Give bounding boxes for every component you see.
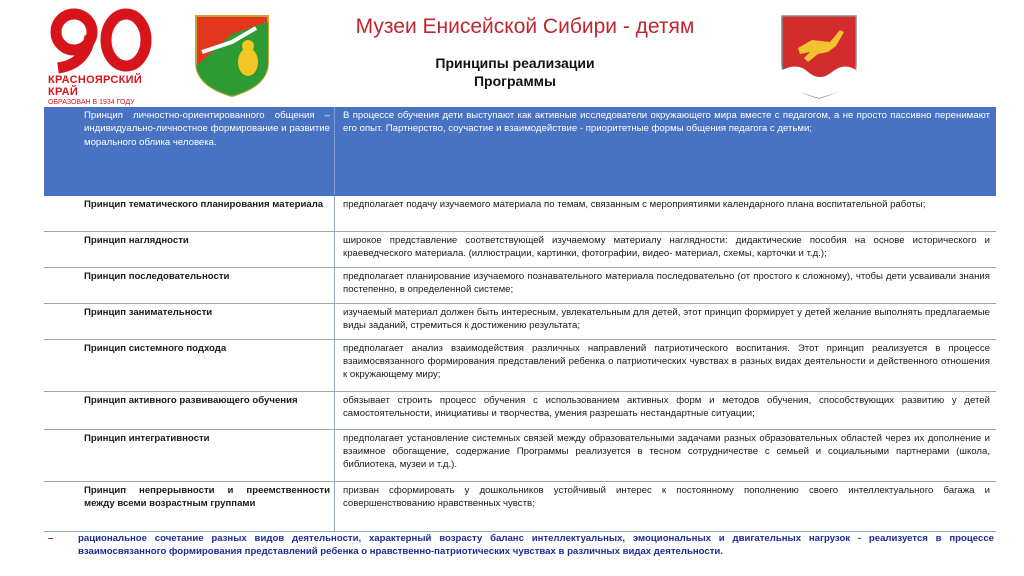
principle-description: предполагает анализ взаимодействия различных направлений патриотического воспитания. Этот принцип реализуется в процессе взаимосвязанного формирования представлений ребенка о патриотических чувствах в разных видах деятельности и действенного отношения к окружающему миру; <box>335 339 997 391</box>
coat-of-arms-right-icon <box>778 12 860 100</box>
principles-table <box>44 107 996 532</box>
number-90-logo-icon <box>46 8 156 74</box>
principle-description: предполагает планирование изучаемого познавательного материала последовательно (от простого к сложному), чтобы дети усваивали знания постепенно, в определенной системе; <box>335 267 997 303</box>
table-row <box>44 195 996 231</box>
table-row <box>44 339 996 391</box>
principle-name: Принцип наглядности <box>44 231 335 267</box>
principle-name: Принцип активного развивающего обучения <box>44 391 335 429</box>
logo-line-krai: КРАЙ <box>48 86 79 98</box>
principle-name: Принцип интегративности <box>44 429 335 481</box>
table-row <box>44 231 996 267</box>
principle-description: широкое представление соответствующей изучаемому материалу наглядности: дидактические пособия на основе исторического и краеведческого материала. (иллюстрации, картинки, фотографии, видео- материал, схемы, карточки и т.д.); <box>335 231 997 267</box>
principle-description: предполагает установление системных связей между образовательными задачами разных образовательных областей через их дополнение и взаимное обогащение, содержание Программы реализуется в тесном сотрудничестве с семьей и социальными партнерами (школа, библиотека, музеи и т.д.). <box>335 429 997 481</box>
principle-description: изучаемый материал должен быть интересным, увлекательным для детей, этот принцип формирует у детей желание выполнять предлагаемые виды заданий, стремиться к достижению результата; <box>335 303 997 339</box>
table-row <box>44 107 996 195</box>
principle-description: В процессе обучения дети выступают как активные исследователи окружающего мира вместе с педагогом, а не просто пассивно перенимают его опыт. Партнерство, соучастие и взаимодействие - приоритетные формы общения педагога с детьми; <box>335 107 997 195</box>
principle-description: призван сформировать у дошкольников устойчивый интерес к постоянному пополнению своего интеллектуального багажа и совершенствованию нравственных чувств; <box>335 481 997 531</box>
table-row <box>44 267 996 303</box>
principle-description: обязывает строить процесс обучения с использованием активных форм и методов обучения, способствующих развитию у детей самостоятельности, инициативы и творчества, умения разрешать нестандартные ситуации; <box>335 391 997 429</box>
principle-name: Принцип занимательности <box>44 303 335 339</box>
anniversary-logo <box>46 8 156 108</box>
logo-line-founded: ОБРАЗОВАН В 1934 ГОДУ <box>48 99 135 106</box>
page-subtitle: Принципы реализации <box>435 55 595 71</box>
coat-of-arms-left-icon <box>192 12 272 98</box>
principle-name: Принцип последовательности <box>44 267 335 303</box>
principle-name: Принцип личностно-ориентированного общения – индивидуально-личностное формирование и развитие морального облика человека. <box>44 107 335 195</box>
page-title: Музеи Енисейской Сибири - детям <box>355 15 695 38</box>
table-row <box>44 303 996 339</box>
principle-name: Принцип непрерывности и преемственности между всеми возрастным группами <box>44 481 335 531</box>
footer-note <box>44 532 994 559</box>
table-row <box>44 391 996 429</box>
logo-line-region: КРАСНОЯРСКИЙ <box>48 74 143 86</box>
principle-description: предполагает подачу изучаемого материала по темам, связанным с мероприятиями календарного плана воспитательной работы; <box>335 195 997 231</box>
principle-name: Принцип системного подхода <box>44 339 335 391</box>
page-subtitle-2: Программы <box>473 73 556 89</box>
footer-text: рациональное сочетание разных видов деятельности, характерный возрасту баланс интеллектуальных, эмоциональных и двигательных нагрузок - реализуется в процессе взаимосвязанного формирования представлений ребенка о нравственно-патриотических чувствах в различных видах деятельности. <box>78 533 994 558</box>
table-row <box>44 481 996 531</box>
principle-name: Принцип тематического планирования материала <box>44 195 335 231</box>
table-row <box>44 429 996 481</box>
footer-dash: – <box>48 533 54 544</box>
